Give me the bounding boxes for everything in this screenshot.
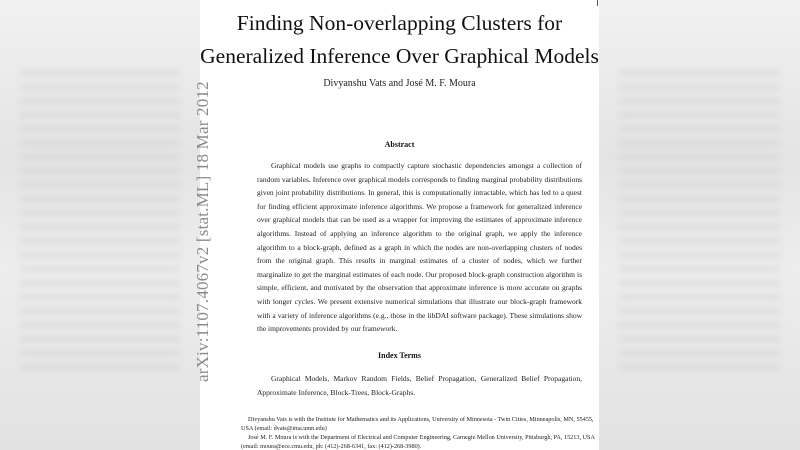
- arxiv-identifier-stamp: arXiv:1107.4067v2 [stat.ML] 18 Mar 2012: [193, 81, 212, 382]
- blurred-background-right: [599, 0, 800, 450]
- page-edge-mark: [597, 0, 598, 6]
- abstract-text: Graphical models use graphs to compactly capture stochastic dependencies amongst a collection of random variables. Inference over graphical models corresponds to finding marginal probability distributions given joint probability distributions. In general, this is computationally intractable, which has led to a quest for finding efficient approximate inference algorithms. We propose a framework for generalized inference over graphical models that can be used as a wrapper for improving the estimates of approximate inference algorithms. Instead of applying an inference algorithm to the original graph, we apply the inference algorithm to a block-graph, defined as a graph in which the nodes are non-overlapping clusters of nodes from the original graph. This results in marginal estimates of a cluster of nodes, which we further marginalize to get the marginal estimates of each node. Our proposed block-graph construction algorithm is simple, efficient, and motivated by the observation that approximate inference is more accurate on graphs with longer cycles. We present extensive numerical simulations that illustrate our block-graph framework with a variety of inference algorithms (e.g., those in the libDAI software package). These simulations show the improvements provided by our framework.: [257, 161, 582, 334]
- index-terms-heading: Index Terms: [378, 351, 421, 360]
- footnote-author-1: Divyanshu Vats is with the Institute for Mathematics and its Applications, University of Minnesota - Twin Cities, Minneapolis, MN, 55455, USA (email: dvats@ima.umn.edu): [241, 416, 594, 432]
- paper-title-line-2: Generalized Inference Over Graphical Models: [200, 44, 599, 68]
- paper-authors: Divyanshu Vats and José M. F. Moura: [323, 78, 476, 89]
- abstract-heading: Abstract: [384, 140, 415, 149]
- blurred-background-left: [0, 0, 200, 450]
- paper-page: [200, 0, 599, 450]
- paper-title-line-1: Finding Non-overlapping Clusters for: [236, 11, 563, 35]
- index-terms-text: Graphical Models, Markov Random Fields, Belief Propagation, Generalized Belief Propagation, Approximate Inference, Block-Trees, Block-Graphs.: [257, 374, 582, 397]
- footnote-author-2: José M. F. Moura is with the Department of Electrical and Computer Engineering, Carnegie Mellon University, Pittsburgh, PA, 15213, USA (email: moura@ece.cmu.edu, ph: (412)-268-6341, fax: (412)-268-3980).: [241, 434, 595, 450]
